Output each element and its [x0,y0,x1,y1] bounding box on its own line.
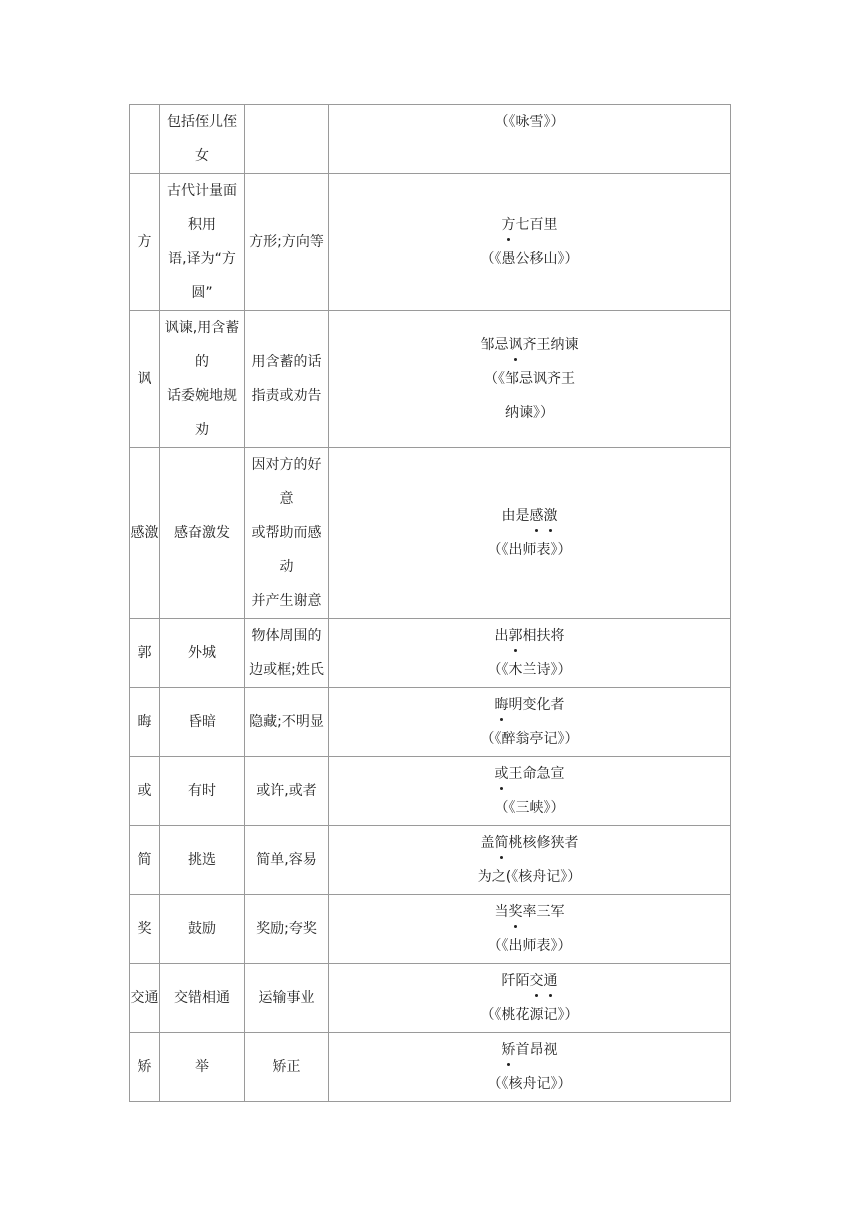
table-row [130,895,731,964]
modern-meaning-cell [245,105,329,174]
modern-meaning-line: 用含蓄的话 [251,354,322,370]
example-line [329,653,730,687]
table-row [130,311,731,448]
word-cell: 或 [130,757,160,826]
word-cell: 讽 [130,311,160,448]
example-text: （《醉翁亭记》） [480,731,579,747]
modern-meaning-line: 边或框;姓氏 [249,662,324,678]
table-row [130,174,731,311]
modern-meaning-line: 物体周围的 [251,628,322,644]
ancient-meaning-cell [160,448,245,619]
emphasized-char: 郭 [509,619,523,653]
example-sentence-cell [329,964,731,1033]
ancient-meaning-cell [160,826,245,895]
example-sentence-cell [329,311,731,448]
word-cell: 简 [130,826,160,895]
modern-meaning-line: 运输事业 [258,990,315,1006]
table-row [130,964,731,1033]
word-cell: 交通 [130,964,160,1033]
emphasized-char: 奖 [509,895,523,929]
modern-meaning-line: 因对方的好 [251,457,322,473]
example-text: 王命急宣 [508,766,565,782]
example-text: 相扶将 [522,628,565,644]
modern-meaning-cell [245,757,329,826]
table-row [130,448,731,619]
ancient-meaning-line: 交错相通 [174,990,230,1006]
word-cell: 方 [130,174,160,311]
emphasized-char: 晦 [495,688,509,722]
ancient-meaning-line: 有时 [188,783,216,799]
example-text: 明变化者 [508,697,565,713]
example-text: （《木兰诗》） [487,662,572,678]
modern-meaning-cell [245,826,329,895]
example-text: 盖 [480,835,495,851]
example-line [329,688,730,722]
example-line [329,791,730,825]
modern-meaning-cell [245,688,329,757]
example-line [329,533,730,567]
example-text: 出 [494,628,509,644]
modern-meaning-line: 简单,容易 [256,852,317,868]
modern-meaning-cell [245,448,329,619]
example-sentence-cell [329,105,731,174]
ancient-meaning-cell [160,619,245,688]
table-row [130,105,731,174]
modern-meaning-line: 奖励;夸奖 [256,921,317,937]
example-line [329,362,730,396]
example-text: 首昂视 [515,1042,558,1058]
example-text: 纳谏》） [505,405,554,421]
example-text: 齐王纳谏 [522,337,579,353]
ancient-meaning-cell [160,105,245,174]
ancient-meaning-line: 感奋激发 [174,525,230,541]
emphasized-char: 或 [495,757,509,791]
example-line [329,619,730,653]
table-row [130,619,731,688]
table-row [130,757,731,826]
example-text: （《出师表》） [487,938,572,954]
table-row [130,1033,731,1102]
ancient-meaning-cell [160,757,245,826]
emphasized-char: 方 [502,208,516,242]
example-sentence-cell [329,174,731,311]
ancient-meaning-line: 语,译为“方 [168,251,236,267]
example-sentence-cell [329,448,731,619]
word-cell: 郭 [130,619,160,688]
ancient-meaning-cell [160,174,245,311]
ancient-meaning-line: 讽谏,用含蓄 [164,320,240,336]
example-line [329,396,730,430]
ancient-meaning-cell [160,311,245,448]
modern-meaning-line: 并产生谢意 [251,593,322,609]
modern-meaning-cell [245,174,329,311]
ancient-meaning-line: 积用 [188,217,216,233]
modern-meaning-cell [245,964,329,1033]
ancient-meaning-line: 话委婉地规 [167,388,237,404]
example-text: （《三峡》） [494,800,565,816]
word-cell: 奖 [130,895,160,964]
example-line [329,1067,730,1101]
example-sentence-cell [329,688,731,757]
ancient-meaning-line: 鼓励 [188,921,216,937]
example-line [329,826,730,860]
ancient-meaning-cell [160,688,245,757]
example-text: （《咏雪》） [494,114,565,130]
example-text: （《核舟记》） [487,1076,572,1092]
example-line [329,757,730,791]
example-text: （《邹忌讽齐王 [484,371,575,387]
modern-meaning-line: 矫正 [272,1059,301,1075]
emphasized-char: 矫 [502,1033,516,1067]
example-text: 为之(《核舟记》） [477,869,582,885]
example-line [329,242,730,276]
ancient-meaning-line: 外城 [188,645,216,661]
ancient-meaning-line: 挑选 [188,852,216,868]
example-text: 由是 [501,508,530,524]
modern-meaning-line: 方形;方向等 [249,234,324,250]
emphasized-char: 交 [530,964,544,998]
ancient-meaning-line: 古代计量面 [167,183,237,199]
modern-meaning-line: 或帮助而感 [251,525,322,541]
ancient-meaning-line: 举 [195,1059,209,1075]
ancient-meaning-line: 女 [195,148,209,164]
example-text: 阡陌 [501,973,530,989]
example-line [329,105,730,139]
modern-meaning-line: 动 [279,559,294,575]
modern-meaning-line: 隐藏;不明显 [249,714,324,730]
modern-meaning-cell [245,1033,329,1102]
table-row [130,688,731,757]
example-text: 邹忌 [480,337,509,353]
emphasized-char: 简 [495,826,509,860]
example-sentence-cell [329,1033,731,1102]
ancient-meaning-cell [160,895,245,964]
example-sentence-cell [329,826,731,895]
modern-meaning-cell [245,311,329,448]
emphasized-char: 讽 [509,328,523,362]
example-text: （《出师表》） [487,542,572,558]
ancient-meaning-line: 劝 [195,422,209,438]
example-text: （《桃花源记》） [480,1007,579,1023]
modern-meaning-line: 指责或劝告 [251,388,322,404]
example-sentence-cell [329,757,731,826]
table-row [130,826,731,895]
ancient-meaning-line: 昏暗 [188,714,216,730]
example-line [329,964,730,998]
ancient-meaning-line: 圆” [191,285,213,301]
word-cell [130,105,160,174]
modern-meaning-line: 或许,或者 [256,783,317,799]
modern-meaning-line: 意 [279,491,294,507]
example-line [329,895,730,929]
example-line [329,328,730,362]
ancient-meaning-cell [160,1033,245,1102]
ancient-meaning-cell [160,964,245,1033]
vocabulary-table [129,104,731,1102]
ancient-meaning-line: 包括侄儿侄 [167,114,237,130]
ancient-meaning-line: 的 [195,354,209,370]
word-cell: 晦 [130,688,160,757]
example-text: 七百里 [515,217,558,233]
example-sentence-cell [329,895,731,964]
example-line [329,860,730,894]
example-sentence-cell [329,619,731,688]
modern-meaning-cell [245,895,329,964]
example-text: 当 [494,904,509,920]
modern-meaning-cell [245,619,329,688]
emphasized-char: 激 [544,499,558,533]
emphasized-char: 感 [530,499,544,533]
example-line [329,208,730,242]
example-line [329,722,730,756]
word-cell: 感激 [130,448,160,619]
example-text: 桃核修狭者 [508,835,579,851]
word-cell: 矫 [130,1033,160,1102]
example-line [329,998,730,1032]
example-line [329,1033,730,1067]
example-line [329,499,730,533]
example-line [329,929,730,963]
emphasized-char: 通 [544,964,558,998]
example-text: 率三军 [522,904,565,920]
example-text: （《愚公移山》） [480,251,579,267]
